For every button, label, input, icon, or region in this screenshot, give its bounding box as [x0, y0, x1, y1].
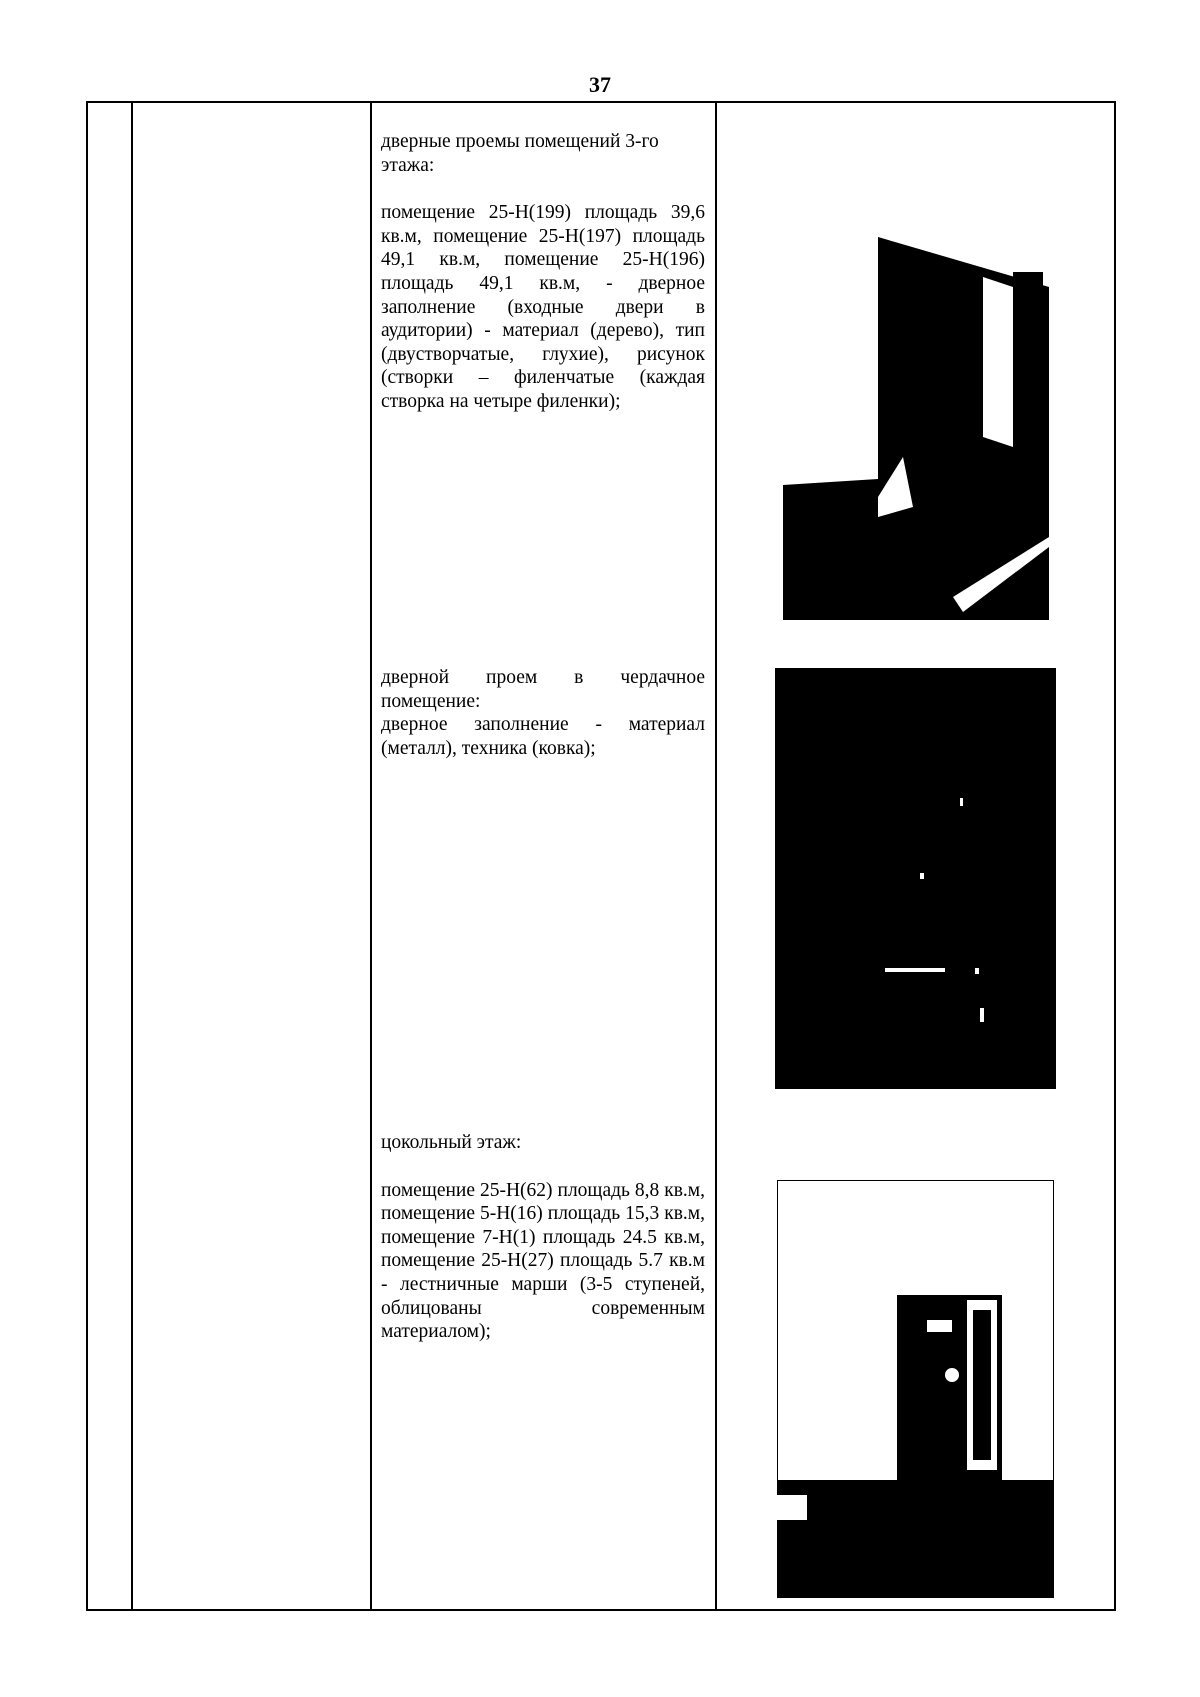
column-divider-2 — [370, 101, 372, 1611]
entry-3-body: помещение 25-Н(62) площадь 8,8 кв.м, помещение 5-Н(16) площадь 15,3 кв.м, помещение 7-Н(1) площадь 24.5 кв.м, помещение 25-Н(27) площадь 5.7 кв.м - лестничные марши (3-5 ступеней, облицованы современным материалом); — [381, 1179, 705, 1343]
entry-3-heading: цокольный этаж: — [381, 1132, 522, 1153]
photo-entry-3 — [777, 1180, 1054, 1598]
entry-2-heading: дверной проем в чердачное помещение: — [381, 667, 705, 712]
entry-1-text — [381, 130, 705, 414]
entry-3-text — [381, 1131, 705, 1344]
photo-entry-2 — [775, 668, 1056, 1089]
column-divider-3 — [715, 101, 717, 1611]
entry-2-text — [381, 666, 705, 760]
page-number: 37 — [589, 72, 611, 97]
column-divider-1 — [131, 101, 133, 1611]
entry-1-body: помещение 25-Н(199) площадь 39,6 кв.м, помещение 25-Н(197) площадь 49,1 кв.м, помещение 25-Н(196) площадь 49,1 кв.м, - дверное заполнение (входные двери в аудитории) - материал (дерево), тип (двустворчатые, глухие), рисунок (створки – филенчатые (каждая створка на четыре филенки); — [381, 202, 705, 412]
photo-entry-1 — [783, 217, 1049, 620]
entry-2-body: дверное заполнение - материал (металл), техника (ковка); — [381, 714, 705, 759]
entry-1-heading: дверные проемы помещений 3-го этажа: — [381, 131, 659, 176]
